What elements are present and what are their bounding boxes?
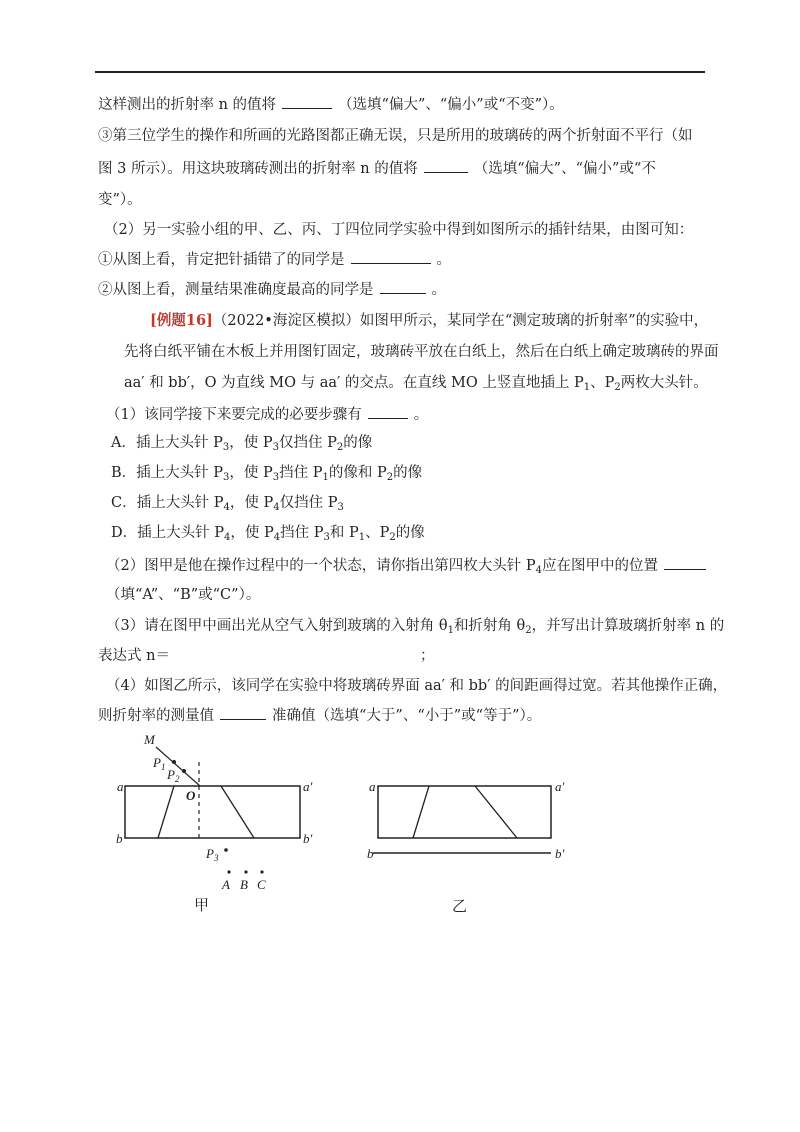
point-c xyxy=(260,870,263,873)
glass-block-yi xyxy=(378,786,551,838)
point-a xyxy=(227,870,230,873)
caption-yi: 乙 xyxy=(452,897,468,915)
label-c-point: C xyxy=(257,877,266,892)
text-line-7: ②从图上看，测量结果准确度最高的同学是 。 xyxy=(98,279,446,300)
inner-line-left-jia xyxy=(158,786,174,838)
pin-p3 xyxy=(224,848,228,852)
inner-line-right-jia xyxy=(221,786,254,838)
caption-jia: 甲 xyxy=(194,896,210,914)
pin-p2 xyxy=(182,769,186,773)
yi-label-a-prime: a′ xyxy=(555,779,565,794)
question-2-cont: （填“A”、“B”或“C”）。 xyxy=(106,587,261,603)
label-m: M xyxy=(144,732,155,747)
option-a: A．插上大头针 $P_3$，使 $P_3$仅挡住 $P_2$的像 xyxy=(111,435,373,453)
label-p3: $P_3$ xyxy=(206,846,219,863)
yi-label-b: b xyxy=(367,846,374,861)
label-p1: $P_1$ xyxy=(153,755,166,772)
inner-line-left-yi xyxy=(413,786,429,838)
pin-p1 xyxy=(172,760,176,764)
yi-label-a: a xyxy=(369,779,376,794)
question-3-cont: 表达式 n＝ ； xyxy=(98,648,435,664)
label-b-point: B xyxy=(240,877,248,892)
label-a-prime: a′ xyxy=(303,779,313,794)
example-line-3: aa′ 和 bb′，O 为直线 MO 与 aa′ 的交点。在直线 MO 上竖直地插上 $P_1$、$P_2$两枚大头针。 xyxy=(124,375,708,393)
example-tag: [例题16] xyxy=(150,312,213,329)
glass-block-jia xyxy=(125,786,300,838)
text-line-1: 这样测出的折射率 n 的值将 （选填“偏大”、“偏小”或“不变”）。 xyxy=(98,94,564,115)
label-b-prime: b′ xyxy=(303,831,313,846)
label-p2: $P_2$ xyxy=(167,767,180,784)
label-b: b xyxy=(116,831,123,846)
text-line-3: 图 3 所示）。用这块玻璃砖测出的折射率 n 的值将 （选填“偏大”、“偏小”或“不 xyxy=(98,158,656,179)
label-a-point: A xyxy=(222,877,230,892)
question-4: （4）如图乙所示，该同学在实验中将玻璃砖界面 aa′ 和 bb′ 的间距画得过宽。若其他操作正确， xyxy=(106,678,728,694)
text-line-5: （2）另一实验小组的甲、乙、丙、丁四位同学实验中得到如图所示的插针结果，由图可知： xyxy=(104,222,694,238)
question-2: （2）图甲是他在操作过程中的一个状态，请你指出第四枚大头针 $P_4$应在图甲中的位置 xyxy=(106,555,712,576)
option-d: D．插上大头针 $P_4$，使 $P_4$挡住 $P_3$和 $P_1$、$P_2$的像 xyxy=(111,525,425,543)
point-b xyxy=(244,870,247,873)
text-line-6: ①从图上看，肯定把针插错了的同学是 。 xyxy=(98,249,451,270)
option-c: C．插上大头针 $P_4$，使 $P_4$仅挡住 $P_3$ xyxy=(111,495,344,513)
question-3: （3）请在图甲中画出光从空气入射到玻璃的入射角 $\theta_1$和折射角 $\theta_2$，并写出计算玻璃折射率 n 的 xyxy=(106,618,725,636)
figure-yi xyxy=(373,786,551,853)
example-line-2: 先将白纸平铺在木板上并用图钉固定，玻璃砖平放在白纸上，然后在白纸上确定玻璃砖的界面 xyxy=(124,344,719,360)
inner-line-right-yi xyxy=(475,786,517,838)
question-4-cont: 则折射率的测量值 准确值（选填“大于”、“小于”或“等于”）。 xyxy=(98,705,541,726)
option-b: B．插上大头针 $P_3$，使 $P_3$挡住 $P_1$的像和 $P_2$的像 xyxy=(111,465,423,483)
figure-jia xyxy=(125,747,300,838)
text-line-4: 变”）。 xyxy=(98,192,142,208)
yi-label-b-prime: b′ xyxy=(555,846,565,861)
label-a: a xyxy=(117,779,124,794)
example-line-1: [例题16]（2022•海淀区模拟）如图甲所示，某同学在“测定玻璃的折射率”的实验中， xyxy=(150,312,709,329)
question-1: （1）该同学接下来要完成的必要步骤有 。 xyxy=(106,404,428,425)
label-o: O xyxy=(186,788,196,803)
text-line-2: ③第三位学生的操作和所画的光路图都正确无误，只是所用的玻璃砖的两个折射面不平行（如 xyxy=(98,128,693,144)
